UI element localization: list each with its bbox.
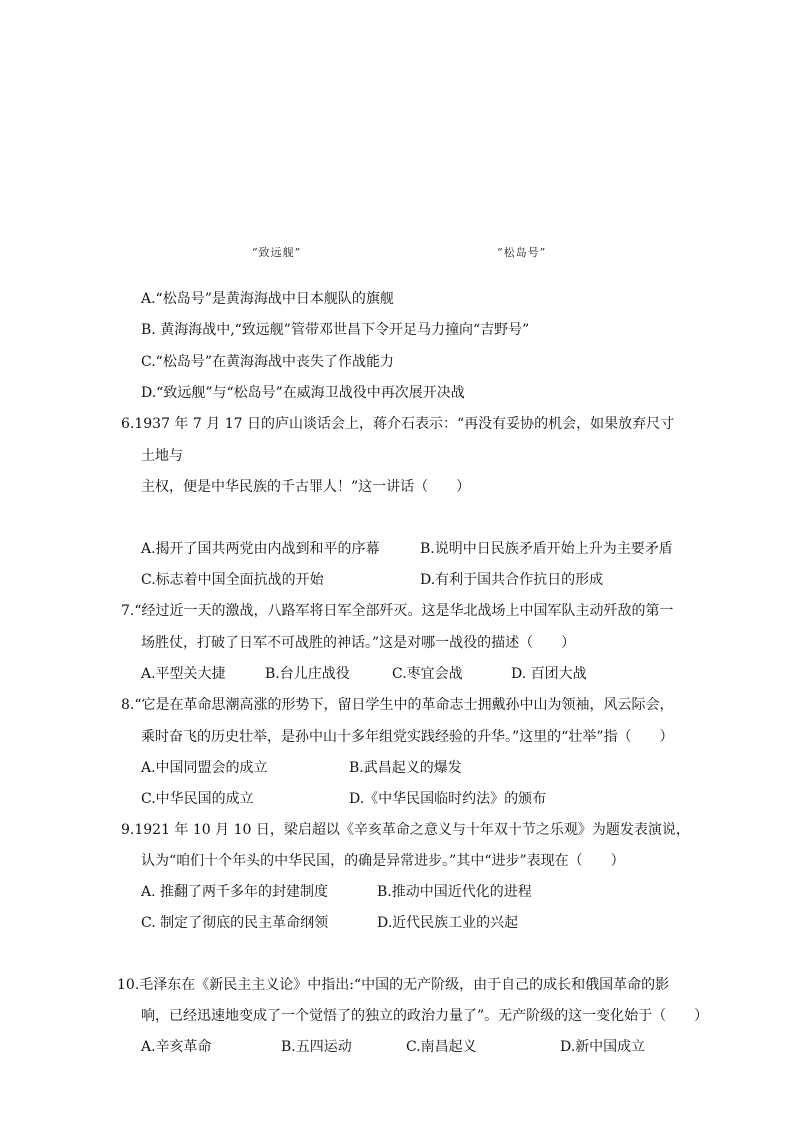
q8-option-b: B.武昌起义的爆发 xyxy=(349,760,462,776)
q6-stem-line-3: 主权，便是中华民族的千古罪人！”这一讲话（ ） xyxy=(141,479,471,495)
q5-option-a: A.“松岛号”是黄海海战中日本舰队的旗舰 xyxy=(141,291,394,307)
q6-stem-line-1: 6.1937 年 7 月 17 日的庐山谈话会上，蒋介石表示：“再没有妥协的机会，如果放弃尺寸 xyxy=(121,416,675,432)
q8-stem-line-1: 8.“它是在革命思潮高涨的形势下，留日学生中的革命志士拥戴孙中山为领袖，风云际会， xyxy=(121,697,674,713)
q8-option-d: D.《中华民国临时约法》的颁布 xyxy=(349,791,547,807)
q8-option-a: A.中国同盟会的成立 xyxy=(141,760,268,776)
q10-stem-line-2: 响，已经迅速地变成了一个觉悟了的独立的政治力量了”。无产阶级的这一变化始于（ ） xyxy=(141,1008,709,1024)
q7-stem-line-1: 7.“经过近一天的激战，八路军将日军全部歼灭。这是华北战场上中国军队主动歼敌的第一 xyxy=(121,603,674,619)
q9-option-d: D.近代民族工业的兴起 xyxy=(377,915,519,931)
q9-stem-line-2: 认为“咱们十个年头的中华民国，的确是异常进步。”其中“进步”表现在（ ） xyxy=(141,853,625,869)
q7-option-a: A.平型关大捷 xyxy=(141,666,226,682)
q5-option-d: D.“致远舰”与“松岛号”在威海卫战役中再次展开决战 xyxy=(141,385,465,401)
q9-stem-line-1: 9.1921 年 10 月 10 日，梁启超以《辛亥革命之意义与十年双十节之乐观》为题发表演说， xyxy=(121,822,690,838)
q9-option-c: C. 制定了彻底的民主革命纲领 xyxy=(141,915,329,931)
q5-option-b: B. 黄海海战中,“致远舰”管带邓世昌下令开足马力撞向“吉野号” xyxy=(141,322,530,338)
q6-option-a: A.揭开了国共两党由内战到和平的序幕 xyxy=(141,541,380,557)
q10-option-d: D.新中国成立 xyxy=(560,1039,646,1055)
q10-option-a: A.辛亥革命 xyxy=(141,1039,212,1055)
q9-option-a: A. 推翻了两千多年的封建制度 xyxy=(141,884,329,900)
caption-songdao: “松岛号” xyxy=(497,246,547,259)
q8-stem-line-2: 乘时奋飞的历史壮举，是孙中山十多年组党实践经验的升华。”这里的“壮举”指（ ） xyxy=(141,729,674,745)
q6-option-c: C.标志着中国全面抗战的开始 xyxy=(141,572,324,588)
q6-option-b: B.说明中日民族矛盾开始上升为主要矛盾 xyxy=(420,541,673,557)
q10-option-c: C.南昌起义 xyxy=(406,1039,477,1055)
caption-zhiyuan: “致远舰” xyxy=(252,246,302,259)
q5-option-c: C.“松岛号”在黄海海战中丧失了作战能力 xyxy=(141,354,394,370)
q7-option-c: C.枣宜会战 xyxy=(392,666,463,682)
q10-stem-line-1: 10.毛泽东在《新民主主义论》中指出:“中国的无产阶级，由于自己的成长和俄国革命的影 xyxy=(117,977,670,993)
q7-stem-line-2: 场胜仗，打破了日军不可战胜的神话。”这是对哪一战役的描述（ ） xyxy=(141,635,576,651)
q9-option-b: B.推动中国近代化的进程 xyxy=(377,884,532,900)
q6-option-d: D.有利于国共合作抗日的形成 xyxy=(420,572,604,588)
q7-option-d: D. 百团大战 xyxy=(511,666,587,682)
q8-option-c: C.中华民国的成立 xyxy=(141,791,254,807)
q7-option-b: B.台儿庄战役 xyxy=(265,666,350,682)
q10-option-b: B.五四运动 xyxy=(281,1039,352,1055)
q6-stem-line-2: 土地与 xyxy=(141,448,183,464)
